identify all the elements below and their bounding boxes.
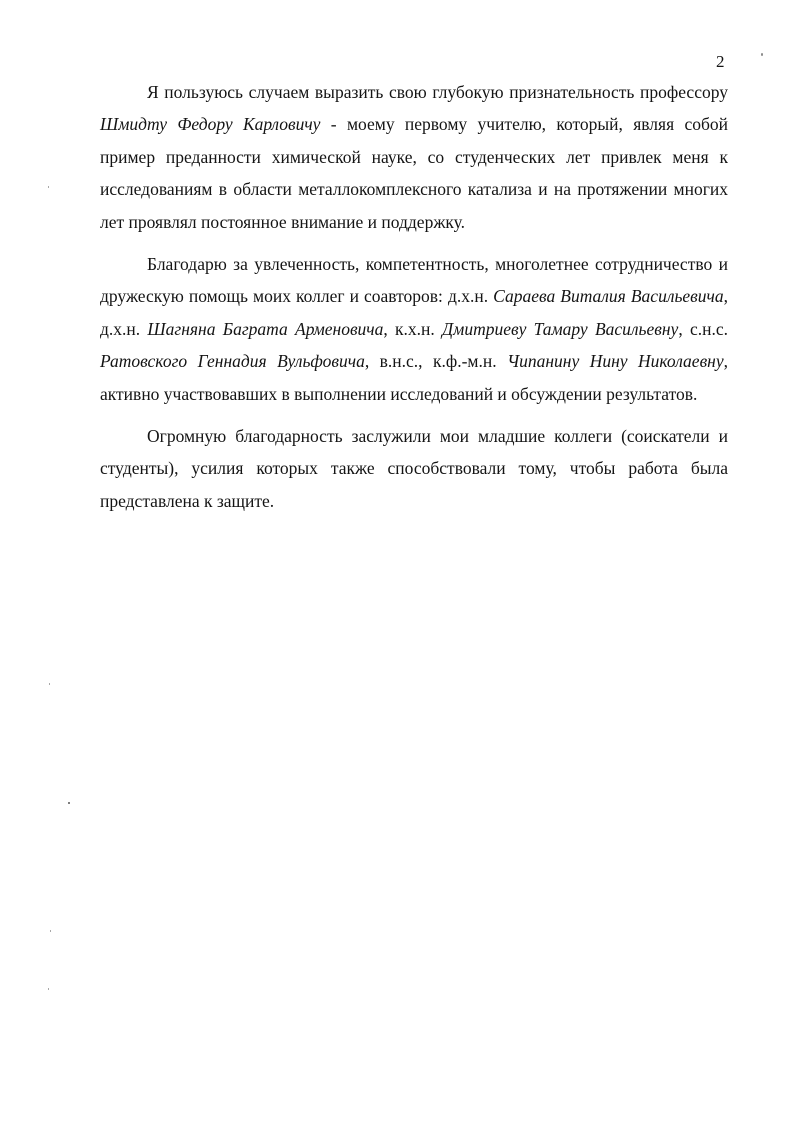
paragraph-colleagues: [100, 248, 728, 410]
scan-speck: [48, 186, 49, 188]
text-segment: Благодарю за увлеченность, компетентность, многолетнее сотрудничество и дружескую помощь моих коллег и соавторов: д.х.н.: [100, 254, 728, 307]
page-number: 2: [716, 52, 725, 71]
person-name: Сараева Виталия Васильевича: [493, 286, 724, 307]
text-segment: , в.н.с., к.ф.-м.н.: [364, 351, 508, 372]
scan-speck: [49, 683, 50, 685]
scan-speck: [761, 53, 763, 56]
scan-speck: [48, 988, 49, 990]
scan-speck: [68, 802, 70, 804]
text-segment: Я пользуюсь случаем выразить свою глубокую признательность профессору: [147, 82, 728, 102]
text-segment: Огромную благодарность заслужили мои младшие коллеги (соискатели и студенты), усилия которых также способствовали тому, чтобы работа была представлена к защите.: [100, 426, 728, 511]
paragraph-teacher: [100, 76, 728, 238]
acknowledgements-text: [100, 76, 728, 527]
person-name: Чипанину Нину Николаевну: [507, 351, 724, 372]
person-name: Шагняна Баграта Арменовича: [147, 318, 384, 339]
paragraph-students: [100, 420, 728, 517]
text-segment: , к.х.н.: [383, 318, 443, 339]
person-name: Ратовского Геннадия Вульфовича: [100, 351, 365, 372]
scan-speck: [50, 930, 51, 932]
text-segment: , д.х.н.: [100, 286, 729, 339]
text-segment: - моему первому учителю, который, являя собой пример преданности химической науке, со студенческих лет привлек меня к исследованиям в области металлокомплексного катализа и на протяжении многих лет проявлял постоянное внимание и поддержку.: [100, 114, 728, 232]
person-name: Дмитриеву Тамару Васильевну: [442, 318, 679, 339]
person-name: Шмидту Федору Карловичу: [100, 114, 321, 135]
text-segment: , с.н.с.: [678, 318, 728, 339]
text-segment: , активно участвовавших в выполнении исследований и обсуждении результатов.: [100, 351, 728, 404]
